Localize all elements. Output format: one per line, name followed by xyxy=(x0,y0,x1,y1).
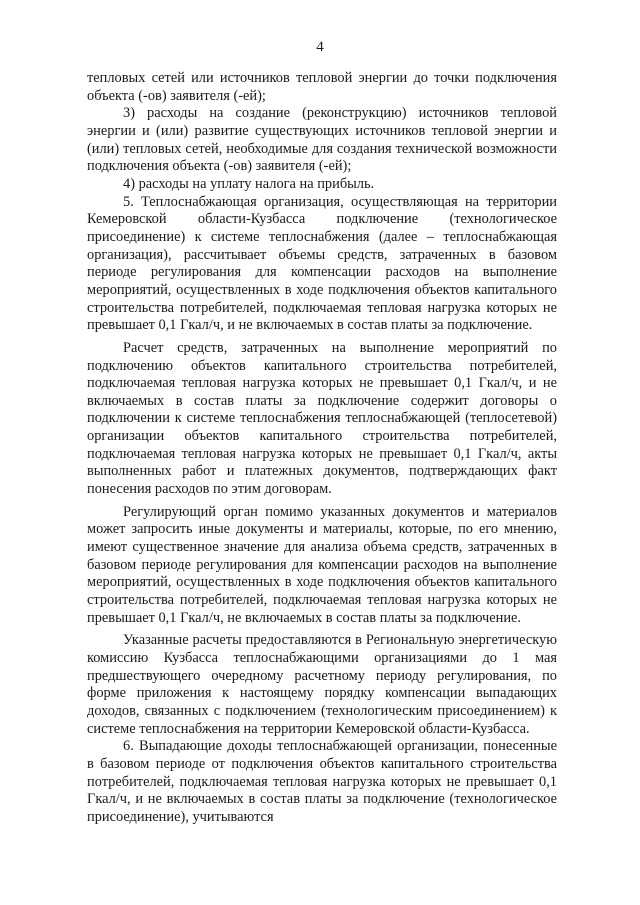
paragraph-item-4: 4) расходы на уплату налога на прибыль. xyxy=(123,175,375,192)
document-body xyxy=(87,70,557,827)
paragraph-clause-5: 5. Теплоснабжающая организация, осуществляющая на территории Кемеровской области-Кузбасса подключение (технологическое присоединение) к системе теплоснабжения (далее – теплоснабжающая организация), рассчитывает объемы средств, затраченных в базовом периоде регулирования для компенсации расходов на выполнение мероприятий, осуществленных в ходе подключения объектов капитального строительства потребителей, подключаемая тепловая нагрузка которых не превышает 0,1 Гкал/ч, и не включаемых в состав платы за подключение. xyxy=(87,193,557,334)
paragraph-regulator: Регулирующий орган помимо указанных документов и материалов может запросить иные документы и материалы, которые, по его мнению, имеют существенное значение для анализа объема средств, затраченных в базовом периоде регулирования для компенсации расходов на выполнение мероприятий, осуществленных в ходе подключения объектов капитального строительства потребителей, подключаемая тепловая нагрузка которых не превышает 0,1 Гкал/ч, не включаемых в состав платы за подключение. xyxy=(87,503,557,626)
paragraph-submission: Указанные расчеты предоставляются в Региональную энергетическую комиссию Кузбасса теплоснабжающими организациями до 1 мая предшествующего очередному расчетному периоду регулирования, по форме приложения к настоящему порядку компенсации выпадающих доходов, связанных с подключением (технологическим присоединением) к системе теплоснабжения на территории Кемеровской области-Кузбасса. xyxy=(87,632,557,737)
paragraph-calculation: Расчет средств, затраченных на выполнение мероприятий по подключению объектов капитального строительства потребителей, подключаемая тепловая нагрузка которых не превышает 0,1 Гкал/ч, и не включаемых в состав платы за подключение содержит договоры о подключении к системе теплоснабжения теплоснабжающей (теплосетевой) организации объектов капитального строительства потребителей, подключаемая тепловая нагрузка которых не превышает 0,1 Гкал/ч, акты выполненных работ и платежных документов, подтверждающих факт понесения расходов по этим договорам. xyxy=(87,339,557,498)
paragraph-continuation: тепловых сетей или источников тепловой энергии до точки подключения объекта (-ов) заявителя (-ей); xyxy=(87,70,557,104)
paragraph-clause-6: 6. Выпадающие доходы теплоснабжающей организации, понесенные в базовом периоде от подключения объектов капитального строительства потребителей, подключаемая тепловая нагрузка которых не превышает 0,1 Гкал/ч, и не включаемых в состав платы за подключение (технологическое присоединение), учитываются xyxy=(87,738,557,825)
paragraph-item-3: 3) расходы на создание (реконструкцию) источников тепловой энергии и (или) развитие существующих источников тепловой энергии и (или) тепловых сетей, необходимые для создания технической возможности подключения объекта (-ов) заявителя (-ей); xyxy=(87,105,557,175)
page-number: 4 xyxy=(316,39,324,55)
